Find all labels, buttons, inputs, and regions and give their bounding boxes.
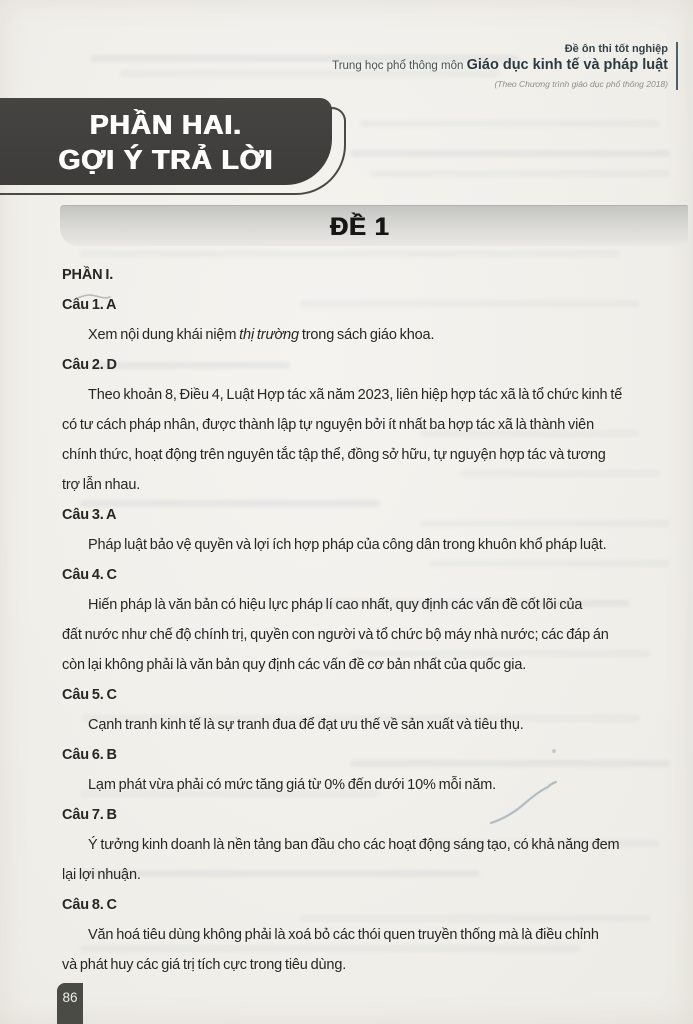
header-tagline: Đề ôn thi tốt nghiệp [564, 43, 668, 55]
page-number: 86 [62, 990, 78, 1005]
part-banner-line2: GỢI Ý TRẢ LỜI [58, 143, 274, 175]
question-explanation: Lạm phát vừa phải có mức tăng giá từ 0% đến dưới 10% mỗi năm. [88, 777, 497, 793]
question-label: Câu 4. C [62, 567, 117, 583]
question-label: Câu 5. C [62, 687, 117, 703]
question-explanation: Hiến pháp là văn bản có hiệu lực pháp lí cao nhất, quy định các vấn đề cốt lõi của đất nước như chế độ chính trị, quyền con người và tổ chức bộ máy nhà nước; các đáp án còn lại không phải là văn bản quy định các vấn đề cơ bản nhất của quốc gia. [62, 597, 609, 673]
question-explanation: Cạnh tranh kinh tế là sự tranh đua để đạt ưu thế về sản xuất và tiêu thụ. [88, 717, 524, 733]
header-subject-line [332, 56, 668, 76]
part-banner [0, 98, 332, 185]
section-heading: PHẦN I. [62, 267, 114, 283]
exam-title: ĐỀ 1 [330, 212, 390, 241]
question-label: Câu 8. C [62, 897, 117, 913]
question-explanation: Theo khoản 8, Điều 4, Luật Hợp tác xã năm 2023, liên hiệp hợp tác xã là tổ chức kinh tế có tư cách pháp nhân, được thành lập tự nguyện bởi ít nhất ba hợp tác xã là thành viên chính thức, hoạt động trên nguyên tắc tập thể, đồng sở hữu, tự nguyện hợp tác và tương trợ lẫn nhau. [62, 387, 623, 493]
question-list [62, 290, 662, 980]
header-program-note: (Theo Chương trình giáo dục phổ thông 2018) [494, 79, 668, 89]
header-subject: Giáo dục kinh tế và pháp luật [466, 57, 668, 73]
running-header [332, 42, 678, 90]
question-explanation: Xem nội dung khái niệm thị trường trong sách giáo khoa. [88, 327, 435, 343]
question-label: Câu 2. D [62, 357, 117, 373]
header-subject-prefix: Trung học phổ thông môn [332, 60, 467, 72]
question-label: Câu 6. B [62, 747, 117, 763]
question-label: Câu 1. A [62, 297, 117, 313]
exam-title-bar [60, 205, 688, 246]
question-label: Câu 3. A [62, 507, 117, 523]
question-explanation: Ý tưởng kinh doanh là nền tảng ban đầu cho các hoạt động sáng tạo, có khả năng đem lại lợi nhuận. [62, 837, 620, 883]
page-number-badge [57, 983, 83, 1024]
question-explanation: Pháp luật bảo vệ quyền và lợi ích hợp pháp của công dân trong khuôn khổ pháp luật. [88, 537, 607, 553]
part-banner-line1: PHẦN HAI. [89, 108, 243, 140]
question-label: Câu 7. B [62, 807, 117, 823]
question-explanation: Văn hoá tiêu dùng không phải là xoá bỏ các thói quen truyền thống mà là điều chỉnh và phát huy các giá trị tích cực trong tiêu dùng. [62, 927, 599, 973]
answers-content [62, 260, 662, 980]
